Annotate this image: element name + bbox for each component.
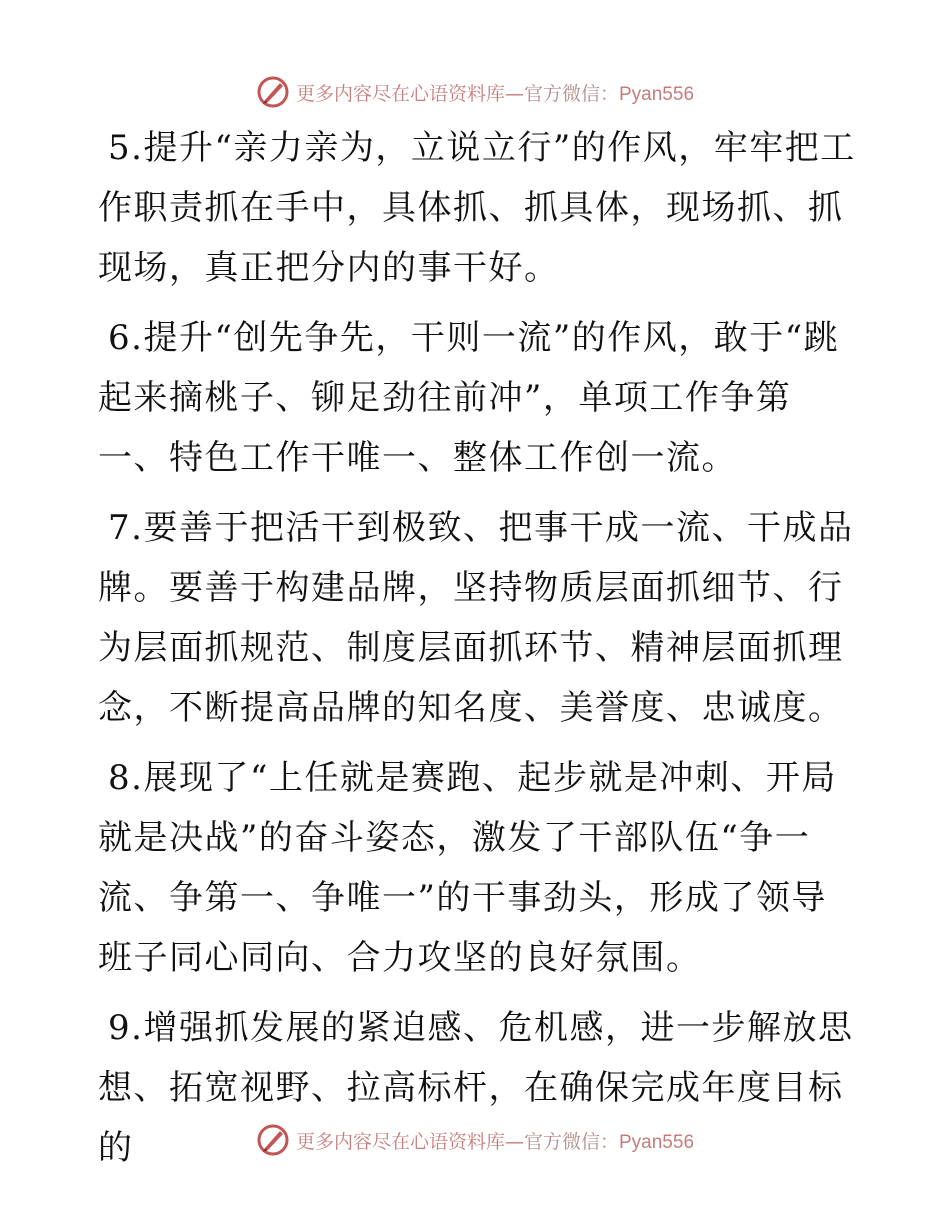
paragraph-text: 提升“亲力亲为，立说立行”的作风，牢牢把工作职责抓在手中，具体抓、抓具体，现场抓、抓现场，真正把分内的事干好。 — [98, 128, 856, 288]
watermark-wechat-account: Pyan556 — [619, 1131, 695, 1153]
watermark-content — [256, 1123, 694, 1157]
watermark-site: 更多内容尽在心语资料库 — [295, 1130, 505, 1153]
watermark-wechat-label: 官方微信： — [523, 82, 619, 105]
paragraph-number: 9. — [108, 1008, 144, 1048]
paragraph-number: 6. — [108, 318, 144, 358]
paragraph-8 — [98, 748, 858, 988]
paragraph-text: 要善于把活干到极致、把事干成一流、干成品牌。要善于构建品牌，坚持物质层面抓细节、行为层面抓规范、制度层面抓环节、精神层面抓理念，不断提高品牌的知名度、美誉度、忠诚度。 — [98, 508, 854, 728]
document-body — [98, 118, 858, 1188]
quill-logo-icon — [256, 75, 290, 109]
paragraph-6 — [98, 308, 858, 488]
watermark-content — [256, 75, 694, 109]
watermark-header — [0, 72, 950, 112]
paragraph-number: 8. — [108, 758, 144, 798]
watermark-footer — [0, 1120, 950, 1160]
watermark-wechat-account: Pyan556 — [619, 83, 695, 105]
watermark-site: 更多内容尽在心语资料库 — [295, 82, 505, 105]
watermark-dash: — — [504, 82, 524, 105]
paragraph-text: 增强抓发展的紧迫感、危机感，进一步解放思想、拓宽视野、拉高标杆，在确保完成年度目标的 — [98, 1008, 854, 1168]
watermark-text — [296, 79, 694, 106]
paragraph-number: 7. — [108, 508, 144, 548]
paragraph-text: 展现了“上任就是赛跑、起步就是冲刺、开局就是决战”的奋斗姿态，激发了干部队伍“争一流、争第一、争唯一”的干事劲头，形成了领导班子同心同向、合力攻坚的良好氛围。 — [98, 758, 837, 978]
paragraph-number: 5. — [108, 128, 144, 168]
paragraph-text: 提升“创先争先，干则一流”的作风，敢于“跳起来摘桃子、铆足劲往前冲”，单项工作争第一、特色工作干唯一、整体工作创一流。 — [98, 318, 840, 478]
watermark-text — [296, 1127, 694, 1154]
quill-logo-icon — [256, 1123, 290, 1157]
watermark-wechat-label: 官方微信： — [523, 1130, 619, 1153]
watermark-dash: — — [504, 1130, 524, 1153]
paragraph-5 — [98, 118, 858, 298]
paragraph-7 — [98, 498, 858, 738]
